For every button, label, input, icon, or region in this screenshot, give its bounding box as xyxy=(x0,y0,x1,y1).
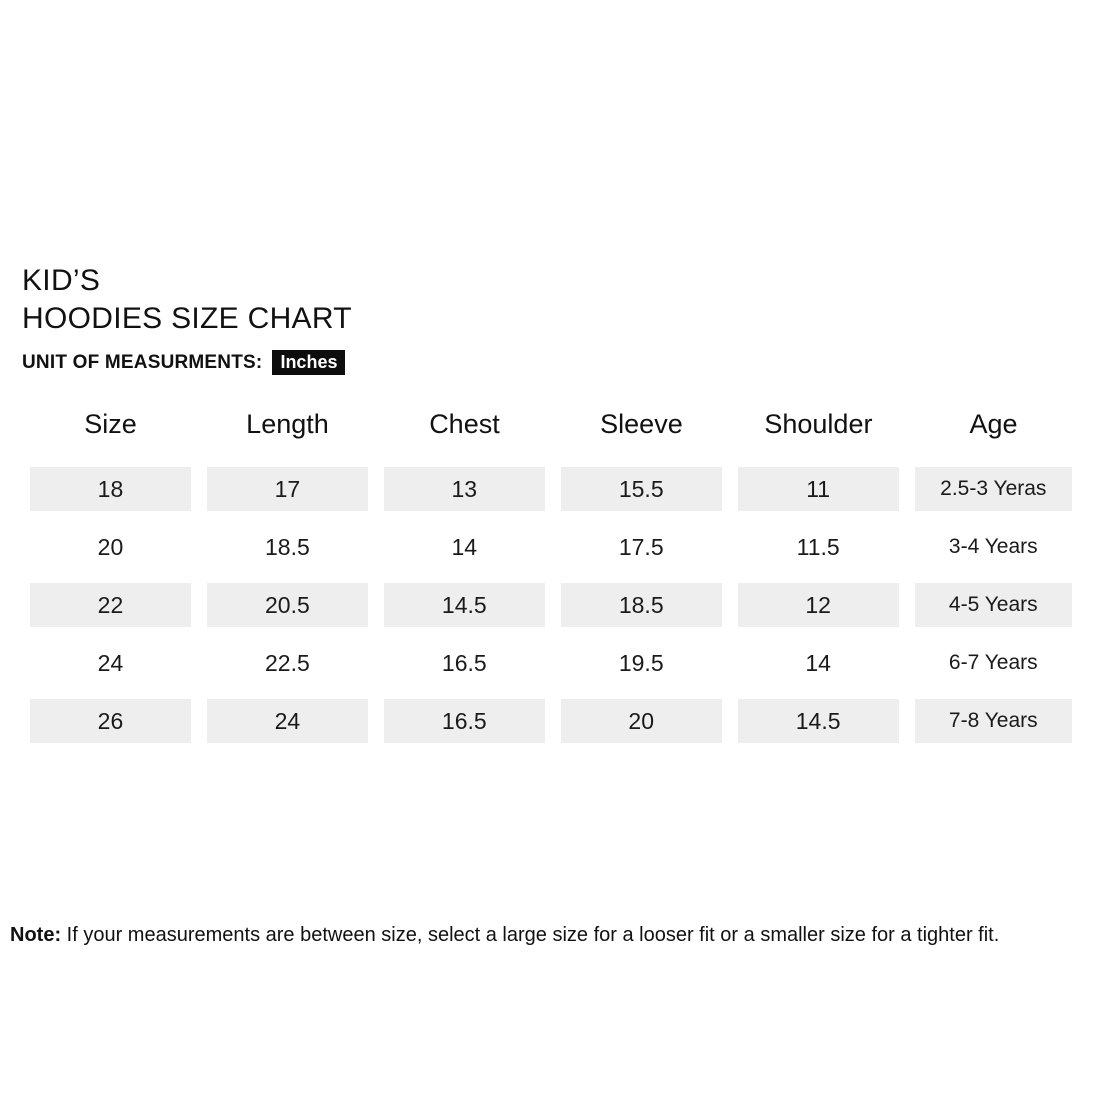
column-header-shoulder: Shoulder xyxy=(764,408,873,439)
cell-shoulder: 11.5 xyxy=(796,533,840,560)
cell-shoulder: 14.5 xyxy=(738,699,899,743)
note-body: If your measurements are between size, select a large size for a looser fit or a smaller size for a tighter fit. xyxy=(61,924,1000,946)
cell-shoulder: 11 xyxy=(738,467,899,511)
cell-chest: 16.5 xyxy=(441,649,487,676)
cell-sleeve: 17.5 xyxy=(618,533,664,560)
cell-chest: 14 xyxy=(451,533,478,560)
title-line-2: HOODIES SIZE CHART xyxy=(22,302,352,335)
unit-of-measurement xyxy=(22,350,345,375)
unit-badge: Inches xyxy=(272,350,345,375)
table-row xyxy=(22,634,1080,692)
cell-shoulder: 14 xyxy=(805,649,831,676)
table-row xyxy=(22,692,1080,750)
cell-chest: 16.5 xyxy=(384,699,545,743)
note-text xyxy=(10,920,1090,950)
table-row xyxy=(22,576,1080,634)
cell-chest: 13 xyxy=(384,467,545,511)
cell-age: 3-4 Years xyxy=(948,535,1038,558)
cell-size: 24 xyxy=(97,649,124,676)
column-header-sleeve: Sleeve xyxy=(600,408,683,439)
cell-size: 18 xyxy=(30,467,191,511)
column-header-length: Length xyxy=(246,408,329,439)
cell-size: 20 xyxy=(97,533,124,560)
cell-age: 6-7 Years xyxy=(948,651,1038,674)
column-header-age: Age xyxy=(969,408,1018,439)
unit-label: UNIT OF MEASURMENTS: xyxy=(22,351,263,373)
cell-chest: 14.5 xyxy=(384,583,545,627)
page-title xyxy=(22,262,352,338)
cell-size: 22 xyxy=(30,583,191,627)
cell-shoulder: 12 xyxy=(738,583,899,627)
table-header-row xyxy=(22,396,1080,452)
title-line-1: KID’S xyxy=(22,264,101,297)
table-row xyxy=(22,460,1080,518)
cell-sleeve: 20 xyxy=(561,699,722,743)
table-row xyxy=(22,518,1080,576)
cell-length: 24 xyxy=(207,699,368,743)
cell-length: 22.5 xyxy=(265,649,310,676)
size-chart-table xyxy=(22,396,1080,750)
column-header-size: Size xyxy=(84,408,137,439)
cell-length: 18.5 xyxy=(265,533,310,560)
cell-age: 2.5-3 Yeras xyxy=(915,467,1072,511)
cell-length: 17 xyxy=(207,467,368,511)
cell-length: 20.5 xyxy=(207,583,368,627)
column-header-chest: Chest xyxy=(429,408,500,439)
cell-size: 26 xyxy=(30,699,191,743)
cell-age: 7-8 Years xyxy=(915,699,1072,743)
cell-age: 4-5 Years xyxy=(915,583,1072,627)
cell-sleeve: 15.5 xyxy=(561,467,722,511)
cell-sleeve: 19.5 xyxy=(618,649,664,676)
cell-sleeve: 18.5 xyxy=(561,583,722,627)
note-label: Note: xyxy=(10,924,62,946)
